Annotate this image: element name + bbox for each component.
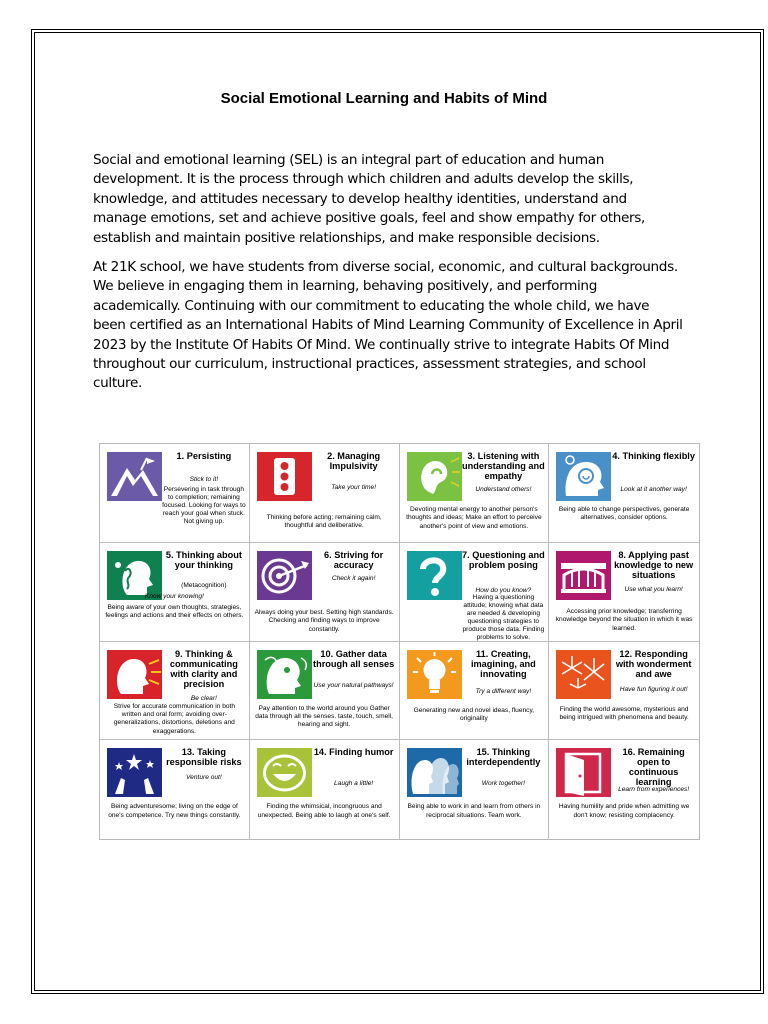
habit-description: Being adventuresome; living on the edge of one's competence. Try new things constantly. bbox=[108, 803, 241, 819]
habit-tagline: Stick to it! bbox=[189, 476, 219, 483]
habit-title: 2. Managing Impulsivity bbox=[327, 451, 381, 471]
habit-card bbox=[400, 444, 550, 543]
ear-icon bbox=[407, 452, 462, 501]
habit-tagline: Take your time! bbox=[331, 484, 377, 491]
habit-description: Finding the whimsical, incongruous and unexpected. Being able to laugh at one's self. bbox=[257, 803, 391, 819]
habit-title: 9. Thinking & communicating with clarity and precision bbox=[169, 648, 238, 689]
habit-description: Being able to work in and learn from others in reciprocal situations. Team work. bbox=[407, 803, 541, 819]
habit-tagline: Check it again! bbox=[331, 574, 376, 582]
habit-description: Having a questioning attitude; knowing what data are needed & developing questioning strategies to produce those data. Finding problems to solve. bbox=[462, 593, 545, 641]
habit-card bbox=[400, 543, 550, 642]
habit-card bbox=[549, 444, 699, 543]
habit-description: Accessing prior knowledge; transferring knowledge beyond the situation in which it was learned. bbox=[555, 607, 693, 632]
habit-title: 4. Thinking flexibly bbox=[612, 451, 695, 461]
habit-title: 11. Creating, imagining, and innovating bbox=[470, 648, 536, 679]
habit-tagline: Laugh a little! bbox=[334, 780, 374, 788]
habit-card bbox=[250, 642, 400, 741]
habit-card bbox=[549, 543, 699, 642]
stars-hands-icon bbox=[107, 748, 162, 797]
senses-face-icon bbox=[257, 650, 312, 699]
habit-description: Having humility and pride when admitting we don't know; resisting complacency. bbox=[558, 803, 690, 819]
habit-tagline: Have fun figuring it out! bbox=[619, 685, 688, 693]
habit-tagline: Try a different way! bbox=[475, 687, 532, 695]
head-swirl-icon bbox=[556, 452, 611, 501]
habit-description: Generating new and novel ideas, fluency, originality bbox=[413, 706, 535, 722]
habit-title: 15. Thinking interdependently bbox=[466, 747, 541, 768]
question-mark-icon bbox=[407, 551, 462, 600]
speaking-face-icon bbox=[107, 650, 162, 699]
habit-title: 1. Persisting bbox=[176, 451, 232, 461]
habit-description: Devoting mental energy to another person's thoughts and ideas; Make an effort to perceive another's point of view and emotions. bbox=[406, 506, 542, 530]
lightbulb-icon bbox=[407, 650, 462, 699]
habit-title: 14. Finding humor bbox=[313, 747, 394, 758]
habit-tagline: How do you know? bbox=[475, 586, 532, 594]
habit-card bbox=[250, 444, 400, 543]
target-icon bbox=[257, 551, 312, 600]
habit-card bbox=[100, 444, 250, 543]
habit-tagline: Venture out! bbox=[186, 774, 222, 782]
habit-card bbox=[549, 740, 699, 839]
faces-group-icon bbox=[407, 748, 462, 797]
habit-description: Strive for accurate communication in both written and oral form; avoiding over-generalizations, distortions, deletions and exaggerations. bbox=[113, 702, 236, 735]
laughing-face-icon bbox=[257, 748, 312, 797]
habit-description: Finding the world awesome, mysterious and being intrigued with phenomena and beauty. bbox=[559, 705, 689, 721]
habit-subtitle: (Metacognition) bbox=[181, 581, 227, 589]
habit-card bbox=[549, 642, 699, 741]
traffic-light-icon bbox=[257, 452, 312, 501]
habit-title: 8. Applying past knowledge to new situations bbox=[614, 549, 694, 580]
habit-description: Always doing your best. Setting high standards. Checking and finding ways to improve constantly. bbox=[254, 608, 394, 633]
mountain-icon bbox=[107, 452, 162, 501]
habit-title: 13. Taking responsible risks bbox=[166, 747, 242, 768]
habit-tagline: Work together! bbox=[481, 780, 525, 788]
habits-of-mind-grid bbox=[99, 443, 700, 840]
fireworks-icon bbox=[556, 650, 611, 699]
habit-card bbox=[100, 740, 250, 839]
paragraph-21k-school: At 21K school, we have students from diverse social, economic, and cultural backgrounds. We believe in engaging them in learning, behaving positively, and performing academically. Continuing with our commitment to educating the whole child, we have been certified as an International Habits of Mind Learning Community of Excellence in April 2023 by the Institute Of Habits Of Mind. We continually strive to integrate Habits Of Mind throughout our curriculum, instructional practices, assessment strategies, and school culture. bbox=[93, 259, 683, 392]
habit-card bbox=[400, 740, 550, 839]
habit-tagline: Look at it another way! bbox=[620, 486, 687, 493]
open-door-icon bbox=[556, 748, 611, 797]
habit-title: 3. Listening with understanding and empathy bbox=[462, 451, 545, 481]
habit-tagline: Use what you learn! bbox=[624, 585, 683, 593]
habit-tagline: Be clear! bbox=[190, 694, 217, 702]
habit-title: 16. Remaining open to continuous learning bbox=[622, 747, 685, 788]
habit-title: 10. Gather data through all senses bbox=[313, 648, 395, 669]
habit-tagline: Understand others! bbox=[475, 486, 532, 493]
habit-title: 12. Responding with wonderment and awe bbox=[615, 648, 692, 679]
bridge-icon bbox=[556, 551, 611, 600]
habit-card bbox=[100, 642, 250, 741]
document-title: Social Emotional Learning and Habits of Mind bbox=[220, 90, 548, 107]
habit-tagline: Learn from experiences! bbox=[618, 786, 690, 794]
habit-title: 7. Questioning and problem posing bbox=[462, 549, 545, 570]
habit-card bbox=[100, 543, 250, 642]
habit-description: Thinking before acting; remaining calm, thoughtful and deliberative. bbox=[266, 514, 382, 530]
habit-description: Being able to change perspectives, generate alternatives, consider options. bbox=[558, 506, 690, 522]
habit-description: Persevering in task through to completion; remaining focused. Looking for ways to reach your goal when stuck. Not giving up. bbox=[162, 486, 246, 525]
paragraph-sel-definition: Social and emotional learning (SEL) is an integral part of education and human development. It is the process through which children and adults develop the skills, knowledge, and attitudes necessary to develop healthy identities, understand and manage emotions, set and achieve positive goals, feel and show empathy for others, establish and maintain positive relationships, and make responsible decisions. bbox=[93, 152, 645, 246]
habit-tagline: Use your natural pathways! bbox=[313, 681, 394, 689]
habit-description: Pay attention to the world around you Gather data through all the senses. taste, touch, smell, hearing and sight. bbox=[255, 704, 394, 729]
habit-description: Being aware of your own thoughts, strategies, feelings and actions and their effects on others. bbox=[105, 603, 244, 620]
habit-title: 6. Striving for accuracy bbox=[324, 549, 384, 570]
habit-card bbox=[250, 543, 400, 642]
habit-card bbox=[250, 740, 400, 839]
habit-card bbox=[400, 642, 550, 741]
habit-title: 5. Thinking about your thinking bbox=[165, 549, 242, 570]
habit-tagline: Know your knowing! bbox=[144, 592, 204, 600]
